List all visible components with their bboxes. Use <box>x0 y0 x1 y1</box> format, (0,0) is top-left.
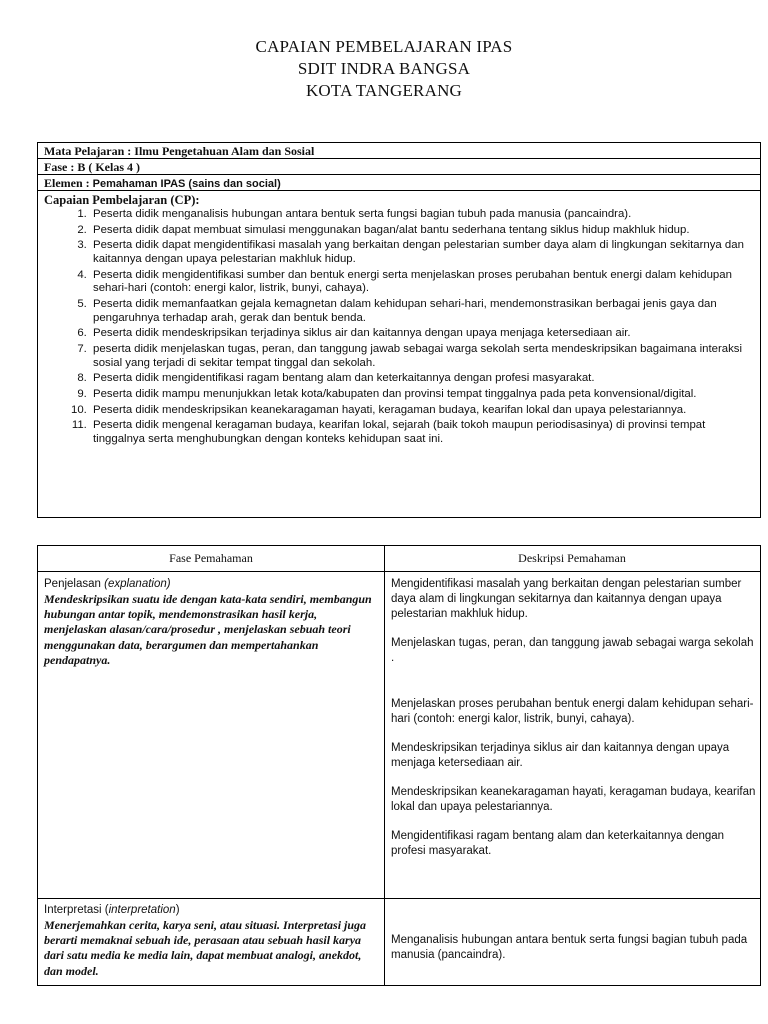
cp-list-item: 2. Peserta didik dapat membuat simulasi menggunakan bagan/alat bantu sederhana tentang siklus hidup makhluk hidup. <box>90 224 760 238</box>
col-header-fase: Fase Pemahaman <box>38 546 384 572</box>
row-divider <box>38 898 760 899</box>
elemen-row <box>38 175 760 191</box>
pemahaman-table <box>37 545 761 986</box>
desc-item: Menganalisis hubungan antara bentuk serta fungsi bagian tubuh pada manusia (pancaindra). <box>391 934 748 961</box>
fase-row: Fase : B ( Kelas 4 ) <box>38 159 760 175</box>
cp-list-item: 3. Peserta didik dapat mengidentifikasi masalah yang berkaitan dengan pelestarian sumber daya alam di lingkungan sekitarnya dan kaitannya dengan upaya pelestarian makhluk hidup. <box>90 239 760 267</box>
phase-label: Interpretasi (interpretation) <box>44 904 180 916</box>
desc-item: Menjelaskan tugas, peran, dan tanggung jawab sebagai warga sekolah . <box>391 637 754 664</box>
title-line-1: CAPAIAN PEMBELAJARAN IPAS <box>255 37 513 56</box>
mata-pelajaran-row: Mata Pelajaran : Ilmu Pengetahuan Alam dan Sosial <box>38 143 760 159</box>
col-header-deskripsi: Deskripsi Pemahaman <box>384 546 760 572</box>
title-line-3: KOTA TANGERANG <box>305 81 463 100</box>
cp-list-item: 9. Peserta didik mampu menunjukkan letak kota/kabupaten dan provinsi tempat tinggalnya pada peta konvensional/digital. <box>90 388 760 402</box>
cp-list-item: 1. Peserta didik menganalisis hubungan antara bentuk serta fungsi bagian tubuh pada manusia (pancaindra). <box>90 208 760 222</box>
document-title <box>0 36 768 102</box>
table-row-penjelasan-phase <box>44 577 380 668</box>
cp-heading: Capaian Pembelajaran (CP): <box>44 193 200 207</box>
desc-item: Mendeskripsikan keanekaragaman hayati, keragaman budaya, kearifan lokal dan upaya pelestariannya. <box>391 786 756 813</box>
cp-list-item: 8. Peserta didik mengidentifikasi ragam bentang alam dan keterkaitannya dengan profesi masyarakat. <box>90 372 760 386</box>
phase-label: Penjelasan (explanation) <box>44 578 171 590</box>
cp-list-item: 10. Peserta didik mendeskripsikan keanekaragaman hayati, keragaman budaya, kearifan lokal dan upaya pelestariannya. <box>90 404 760 418</box>
table-row-interpretasi-desc <box>391 933 756 977</box>
table-row-interpretasi-phase <box>44 903 380 979</box>
desc-item: Menjelaskan proses perubahan bentuk energi dalam kehidupan sehari-hari (contoh: energi kalor, listrik, bunyi, cahaya). <box>391 698 754 725</box>
cp-list-item: 6. Peserta didik mendeskripsikan terjadinya siklus air dan kaitannya dengan upaya menjaga ketersediaan air. <box>90 327 760 341</box>
phase-definition: Mendeskripsikan suatu ide dengan kata-kata sendiri, membangun hubungan antar topik, mendemonstrasikan hasil kerja, menjelaskan alasan/cara/prosedur , menjelaskan sebuah teori menggunakan data, berargumen dan mempertahankan pendapatnya. <box>44 592 372 667</box>
table-row-penjelasan-desc <box>391 577 756 873</box>
cp-info-box <box>37 142 761 518</box>
title-line-2: SDIT INDRA BANGSA <box>297 59 471 78</box>
column-divider <box>384 546 385 985</box>
cp-list-item: 7. peserta didik menjelaskan tugas, peran, dan tanggung jawab sebagai warga sekolah serta mendeskripsikan bagaimana interaksi sosial yang terjadi di sekitar tempat tinggal dan sekolah. <box>90 343 760 371</box>
desc-item: Mengidentifikasi ragam bentang alam dan keterkaitannya dengan profesi masyarakat. <box>391 830 725 857</box>
cp-list <box>38 208 760 447</box>
cp-list-item: 5. Peserta didik memanfaatkan gejala kemagnetan dalam kehidupan sehari-hari, mendemonstrasikan berbagai jenis gaya dan pengaruhnya terhadap arah, gerak dan bentuk benda. <box>90 298 760 326</box>
desc-item: Mendeskripsikan terjadinya siklus air dan kaitannya dengan upaya menjaga ketersediaan air. <box>391 742 730 769</box>
desc-item: Mengidentifikasi masalah yang berkaitan dengan pelestarian sumber daya alam di lingkungan sekitarnya dan kaitannya dengan upaya pelestarian makhluk hidup. <box>391 578 742 620</box>
cp-list-item: 4. Peserta didik mengidentifikasi sumber dan bentuk energi serta menjelaskan proses perubahan bentuk energi dalam kehidupan sehari-hari (contoh: energi kalor, listrik, bunyi, cahaya). <box>90 269 760 297</box>
phase-definition: Menerjemahkan cerita, karya seni, atau situasi. Interpretasi juga berarti memaknai sebuah ide, perasaan atau sebuah hasil karya dari satu media ke media lain, dapat membuat analogi, anekdot, dan model. <box>44 918 367 978</box>
elemen-value: Pemahaman IPAS (sains dan social) <box>92 178 281 190</box>
cp-list-item: 11. Peserta didik mengenal keragaman budaya, kearifan lokal, sejarah (baik tokoh maupun periodisasinya) di provinsi tempat tinggalnya serta menghubungkan dengan konteks kehidupan saat ini. <box>90 419 760 447</box>
elemen-label: Elemen : <box>44 176 93 190</box>
